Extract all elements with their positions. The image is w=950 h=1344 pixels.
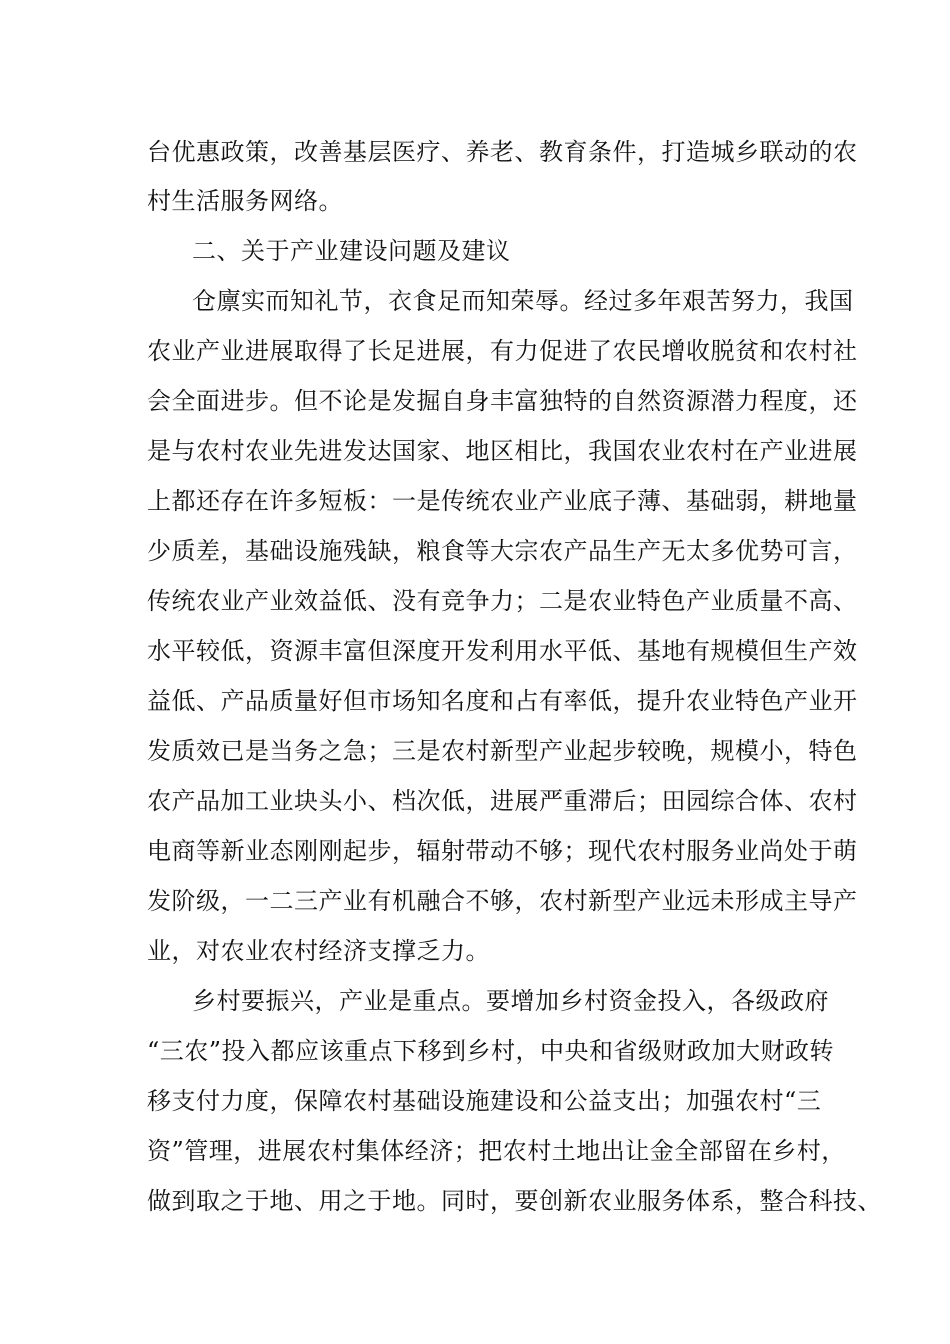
text-line: 发质效已是当务之急；三是农村新型产业起步较晚，规模小，特色	[147, 737, 858, 765]
text-line: 少质差，基础设施残缺，粮食等大宗农产品生产无太多优势可言，	[147, 537, 858, 565]
section-heading: 二、关于产业建设问题及建议	[192, 237, 511, 265]
text-line: “三农”投入都应该重点下移到乡村，中央和省级财政加大财政转	[147, 1037, 835, 1065]
text-line: 传统农业产业效益低、没有竞争力；二是农业特色产业质量不高、	[147, 587, 858, 615]
text-line: 会全面进步。但不论是发掘自身丰富独特的自然资源潜力程度，还	[147, 387, 858, 415]
text-line: 农产品加工业块头小、档次低，进展严重滞后；田园综合体、农村	[147, 787, 858, 815]
text-line: 移支付力度，保障农村基础设施建设和公益支出；加强农村“三	[147, 1087, 822, 1115]
text-line: 资”管理，进展农村集体经济；把农村土地出让金全部留在乡村，	[147, 1137, 846, 1165]
text-line: 乡村要振兴，产业是重点。要增加乡村资金投入，各级政府	[192, 987, 829, 1015]
text-line: 上都还存在许多短板：一是传统农业产业底子薄、基础弱，耕地量	[147, 487, 858, 515]
text-line: 水平较低，资源丰富但深度开发利用水平低、基地有规模但生产效	[147, 637, 858, 665]
text-line: 村生活服务网络。	[147, 187, 343, 215]
text-line: 益低、产品质量好但市场知名度和占有率低，提升农业特色产业开	[147, 687, 858, 715]
text-line: 业，对农业农村经济支撑乏力。	[147, 937, 490, 965]
text-line: 仓廪实而知礼节，衣食足而知荣辱。经过多年艰苦努力，我国	[192, 287, 854, 315]
text-line: 台优惠政策，改善基层医疗、养老、教育条件，打造城乡联动的农	[147, 138, 858, 166]
text-line: 农业产业进展取得了长足进展，有力促进了农民增收脱贫和农村社	[147, 337, 858, 365]
text-line: 做到取之于地、用之于地。同时，要创新农业服务体系，整合科技、	[147, 1187, 882, 1215]
text-line: 发阶级，一二三产业有机融合不够，农村新型产业远未形成主导产	[147, 887, 858, 915]
text-line: 是与农村农业先进发达国家、地区相比，我国农业农村在产业进展	[147, 437, 858, 465]
text-line: 电商等新业态刚刚起步，辐射带动不够；现代农村服务业尚处于萌	[147, 837, 858, 865]
